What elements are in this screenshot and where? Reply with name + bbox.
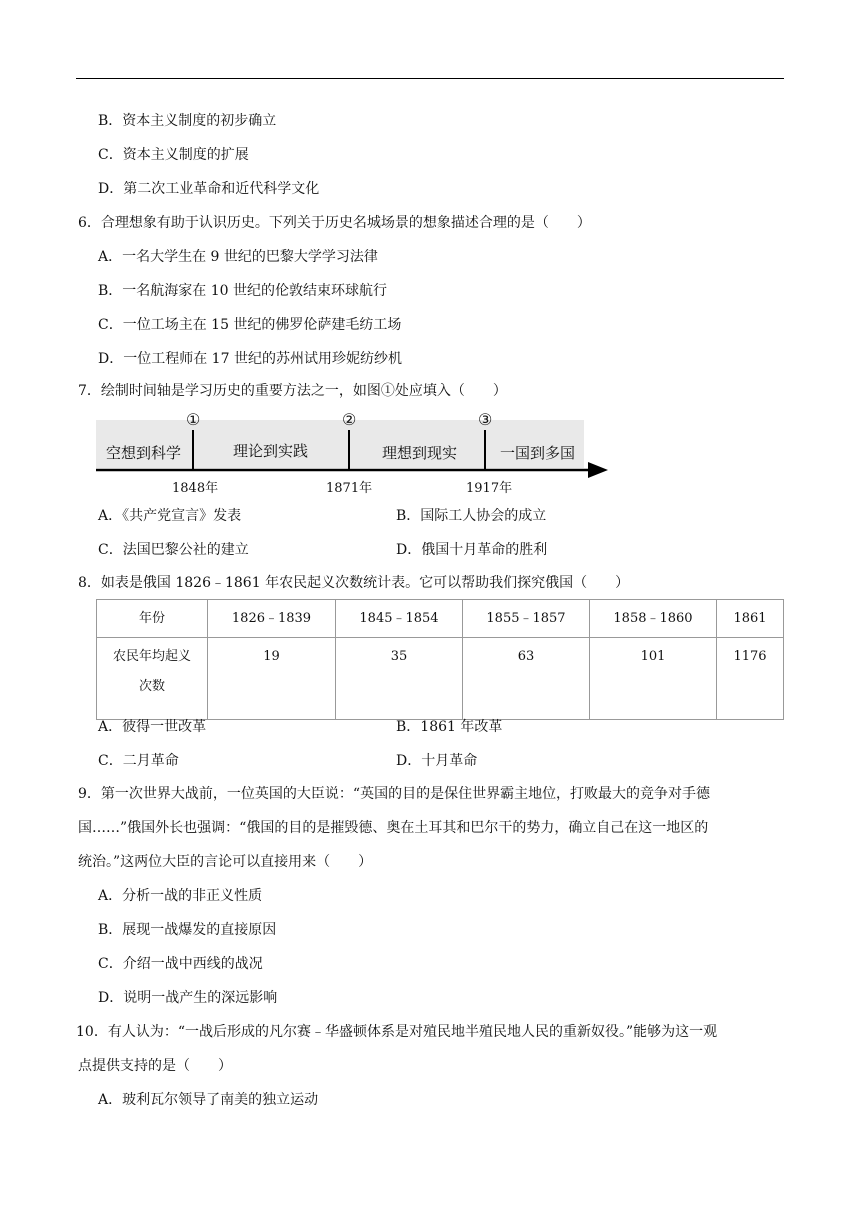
q9-stem-line2: 国……”俄国外长也强调：“俄国的目的是摧毁德、奥在土耳其和巴尔干的势力，确立自己在这一地区的 [78, 820, 709, 836]
table-cell-year-label: 年份 [97, 600, 208, 638]
table-cell-count: 63 [463, 638, 590, 720]
table-cell-period: 1845﹣1854 [336, 600, 463, 638]
q6-option-c: C．一位工场主在 15 世纪的佛罗伦萨建毛纺工场 [98, 317, 402, 333]
table-cell-count: 1176 [717, 638, 784, 720]
q6-option-b: B．一名航海家在 10 世纪的伦敦结束环球航行 [98, 283, 388, 299]
table-cell-period: 1861 [717, 600, 784, 638]
q5-option-c: C．资本主义制度的扩展 [98, 147, 249, 163]
timeline-year-1917: 1917年 [466, 481, 513, 496]
table-cell-period: 1826﹣1839 [208, 600, 336, 638]
timeline-marker-3: ③ [478, 410, 493, 429]
q10-stem-line2: 点提供支持的是（ ） [78, 1058, 232, 1074]
timeline-segment-4: 一国到多国 [500, 444, 576, 462]
table-data-row [97, 638, 784, 720]
table-cell-period: 1858﹣1860 [590, 600, 717, 638]
q10-stem-line1: 10．有人认为：“一战后形成的凡尔赛﹣华盛顿体系是对殖民地半殖民地人民的重新奴役。”能够为这一观 [76, 1024, 718, 1040]
q8-option-a: A．彼得一世改革 [98, 719, 207, 735]
header-rule [76, 78, 784, 79]
q8-stem: 8．如表是俄国 1826﹣1861 年农民起义次数统计表。它可以帮助我们探究俄国（ ） [78, 575, 630, 591]
q8-option-d: D．十月革命 [396, 753, 478, 769]
q5-option-b: B．资本主义制度的初步确立 [98, 113, 277, 129]
table-header-row [97, 600, 784, 638]
uprising-stats-table [96, 599, 784, 720]
q9-stem-line3: 统治。”这两位大臣的言论可以直接用来（ ） [78, 854, 373, 870]
q10-option-a: A．玻利瓦尔领导了南美的独立运动 [98, 1092, 319, 1108]
q9-option-c: C．介绍一战中西线的战况 [98, 956, 263, 972]
timeline-year-1871: 1871年 [326, 481, 373, 496]
q8-option-b: B．1861 年改革 [396, 719, 503, 735]
q8-option-c: C．二月革命 [98, 753, 179, 769]
q7-option-d: D．俄国十月革命的胜利 [396, 542, 548, 558]
table-cell-period: 1855﹣1857 [463, 600, 590, 638]
q9-option-a: A．分析一战的非正义性质 [98, 888, 263, 904]
q6-option-a: A．一名大学生在 9 世纪的巴黎大学学习法律 [98, 249, 378, 265]
table-cell-count: 35 [336, 638, 463, 720]
timeline-segment-1: 空想到科学 [106, 444, 182, 462]
q6-stem: 6．合理想象有助于认识历史。下列关于历史名城场景的想象描述合理的是（ ） [78, 215, 591, 231]
q9-option-b: B．展现一战爆发的直接原因 [98, 922, 277, 938]
q7-stem: 7．绘制时间轴是学习历史的重要方法之一，如图①处应填入（ ） [78, 383, 507, 399]
count-label-line2: 次数 [138, 679, 165, 694]
table-cell-count: 19 [208, 638, 336, 720]
count-label-line1: 农民年均起义 [112, 649, 191, 664]
timeline-marker-2: ② [342, 410, 357, 429]
q7-option-a: A．《共产党宣言》发表 [98, 508, 242, 524]
q6-option-d: D．一位工程师在 17 世纪的苏州试用珍妮纺纱机 [98, 351, 402, 367]
table-cell-count-label [97, 638, 208, 720]
q7-option-c: C．法国巴黎公社的建立 [98, 542, 249, 558]
timeline-marker-1: ① [186, 410, 201, 429]
timeline-segment-3: 理想到现实 [382, 444, 458, 462]
timeline-year-1848: 1848年 [172, 481, 219, 496]
table-cell-count: 101 [590, 638, 717, 720]
q9-option-d: D．说明一战产生的深远影响 [98, 990, 278, 1006]
timeline-figure [96, 408, 608, 498]
timeline-segment-2: 理论到实践 [233, 442, 309, 460]
q9-stem-line1: 9．第一次世界大战前，一位英国的大臣说：“英国的目的是保住世界霸主地位，打败最大的竞争对手德 [78, 786, 711, 802]
q5-option-d: D．第二次工业革命和近代科学文化 [98, 181, 320, 197]
q7-option-b: B．国际工人协会的成立 [396, 508, 547, 524]
